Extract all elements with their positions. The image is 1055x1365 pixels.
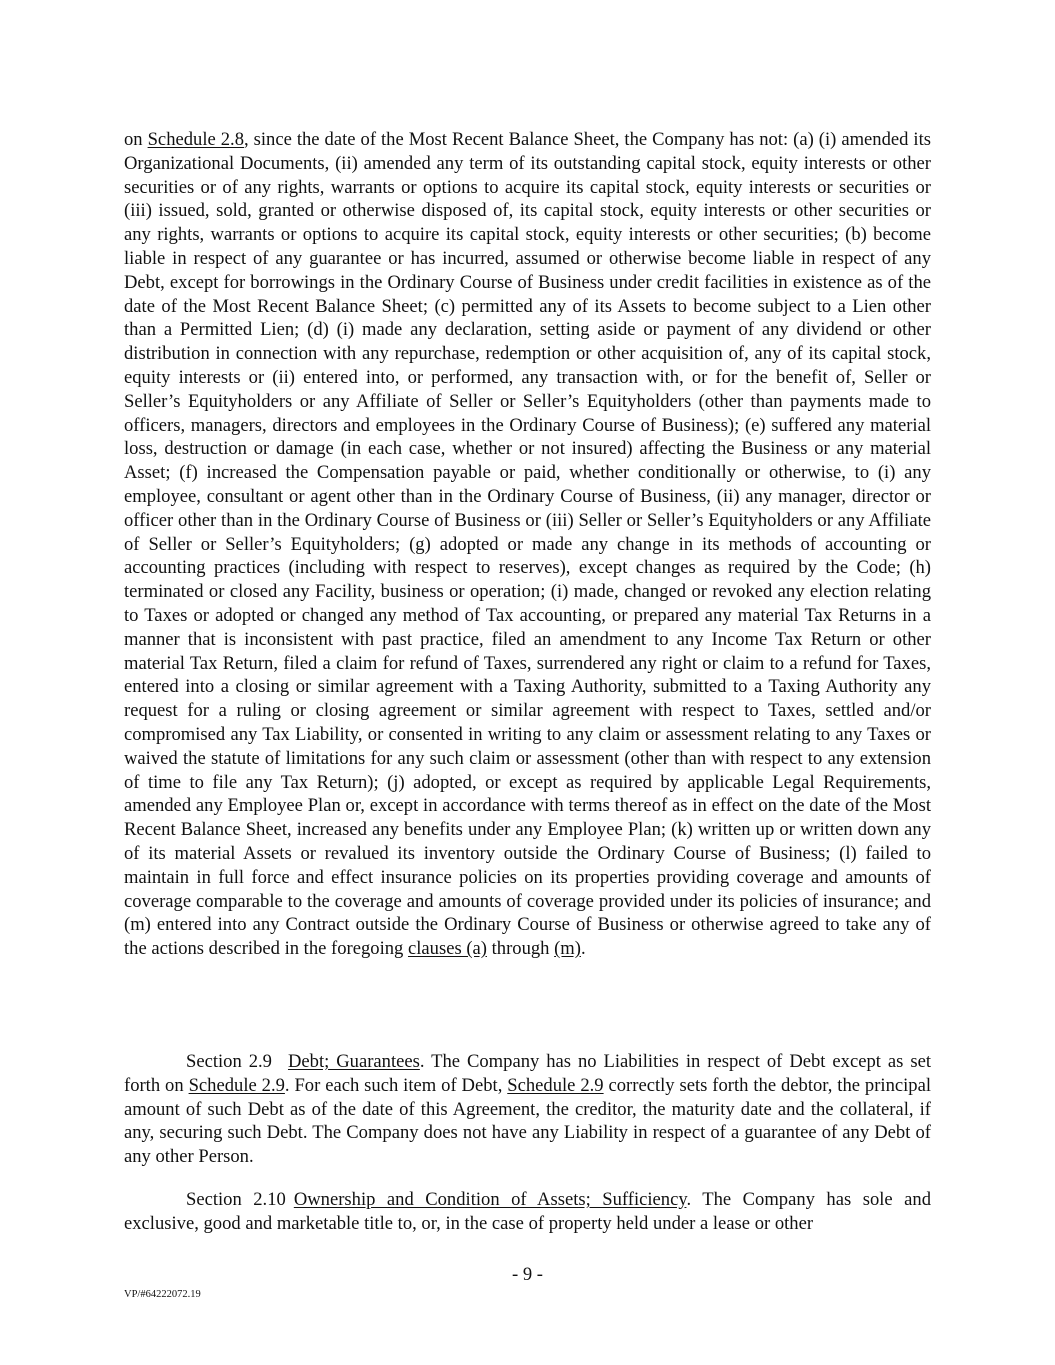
paragraph-lead-text: on — [124, 129, 148, 150]
section-2-9-paragraph — [124, 1050, 931, 1169]
section-2-10-text-1: . The Company has sole and exclusive, good and marketable title to, or, in the case of property held under a lease or other — [124, 1189, 931, 1234]
clauses-a-reference: clauses (a) — [407, 938, 487, 960]
section-2-9-number: Section 2.9 — [186, 1051, 272, 1072]
paragraph-section-2-8-continued — [124, 128, 931, 961]
schedule-2-8-reference: Schedule 2.8 — [147, 129, 244, 150]
through-text: through — [486, 938, 555, 960]
clause-m-reference: (m) — [554, 938, 581, 960]
section-2-10-number: Section 2.10 — [186, 1189, 286, 1210]
section-2-9-text-2: . For each such item of Debt, — [284, 1074, 508, 1096]
section-2-9-heading: Debt; Guarantees — [287, 1051, 420, 1072]
section-2-10-heading: Ownership and Condition of Assets; Sufficiency — [293, 1189, 687, 1210]
schedule-2-9-reference-2: Schedule 2.9 — [507, 1074, 604, 1096]
paragraph-body-text: , since the date of the Most Recent Balance Sheet, the Company has not: (a) (i) amended its Organizational Documents, (ii) amended any term of its outstanding capital stock, equity interests or other securities or of any rights, warrants or options to acquire its capital stock, equity interests or securities or (iii) issued, sold, granted or otherwise disposed of, its capital stock, equity interests or other securities or any rights, warrants or options to acquire its capital stock, equity interests or other securities; (b) become liable in respect of any guarantee or has incurred, assumed or otherwise become liable in respect of any Debt, except for borrowings in the Ordinary Course of Business under credit facilities in existence as of the date of the Most Recent Balance Sheet; (c) permitted any of its Assets to become subject to a Lien other than a Permitted Lien; (d) (i) made any declaration, setting aside or payment of any dividend or other distribution in connection with any repurchase, redemption or other acquisition of, any of its capital stock, equity interests or (ii) entered into, or performed, any transaction with, or for the benefit of, Seller or Seller’s Equityholders or any Affiliate of Seller or Seller’s Equityholders (other than payments made to officers, managers, directors and employees in the Ordinary Course of Business); (e) suffered any material loss, destruction or damage (in each case, whether or not insured) affecting the Business or any material Asset; (f) increased the Compensation payable or paid, whether conditionally or otherwise, to (i) any employee, consultant or agent other than in the Ordinary Course of Business, (ii) any manager, director or officer other than in the Ordinary Course of Business or (iii) Seller or Seller’s Equityholders or any Affiliate of Seller or Seller’s Equityholders; (g) adopted or made any change in its methods of accounting or accounting practices (including with respect to reserves), except changes as required by the Code; (h) terminated or closed any Facility, business or operation; (i) made, changed or revoked any election relating to Taxes or adopted or changed any method of Tax accounting, or prepared any material Tax Returns in a manner that is inconsistent with past practice, filed an amendment to any Income Tax Return or other material Tax Return, filed a claim for refund of Taxes, surrendered any right or claim to a refund for Taxes, entered into a closing or similar agreement with a Taxing Authority, submitted to a Taxing Authority any request for a ruling or closing agreement or similar agreement with respect to Taxes, settled and/or compromised any Tax Liability, or consented in writing to any claim or assessment relating to any Taxes or waived the statute of limitations for any such claim or assessment (other than with respect to any extension of time to file any Tax Return); (j) adopted, or except as required by applicable Legal Requirements, amended any Employee Plan or, except in accordance with terms thereof as in effect on the date of the Most Recent Balance Sheet, increased any benefits under any Employee Plan; (k) written up or written down any of its material Assets or revalued its inventory outside the Ordinary Course of Business; (l) failed to maintain in full force and effect insurance policies on its properties providing coverage and amounts of coverage comparable to the coverage and amounts of coverage provided under its policies of insurance; and (m) entered into any Contract outside the Ordinary Course of Business or otherwise agreed to take any of the actions described in the foregoing — [124, 129, 931, 960]
paragraph-end-text: . — [580, 938, 586, 960]
schedule-2-9-reference-1: Schedule 2.9 — [188, 1074, 285, 1096]
page-number: - 9 - — [512, 1264, 543, 1285]
section-2-9-text-3: correctly sets forth the debtor, the principal amount of such Debt as of the date of this Agreement, the creditor, the maturity date and the collateral, if any, securing such Debt. The Company does not have any Liability in respect of a guarantee of any Debt of any other Person. — [124, 1074, 932, 1168]
section-2-10-paragraph — [124, 1188, 931, 1236]
document-id: VP/#64222072.19 — [124, 1289, 201, 1300]
section-2-9-text-1: . The Company has no Liabilities in respect of Debt except as set forth on — [124, 1051, 931, 1096]
